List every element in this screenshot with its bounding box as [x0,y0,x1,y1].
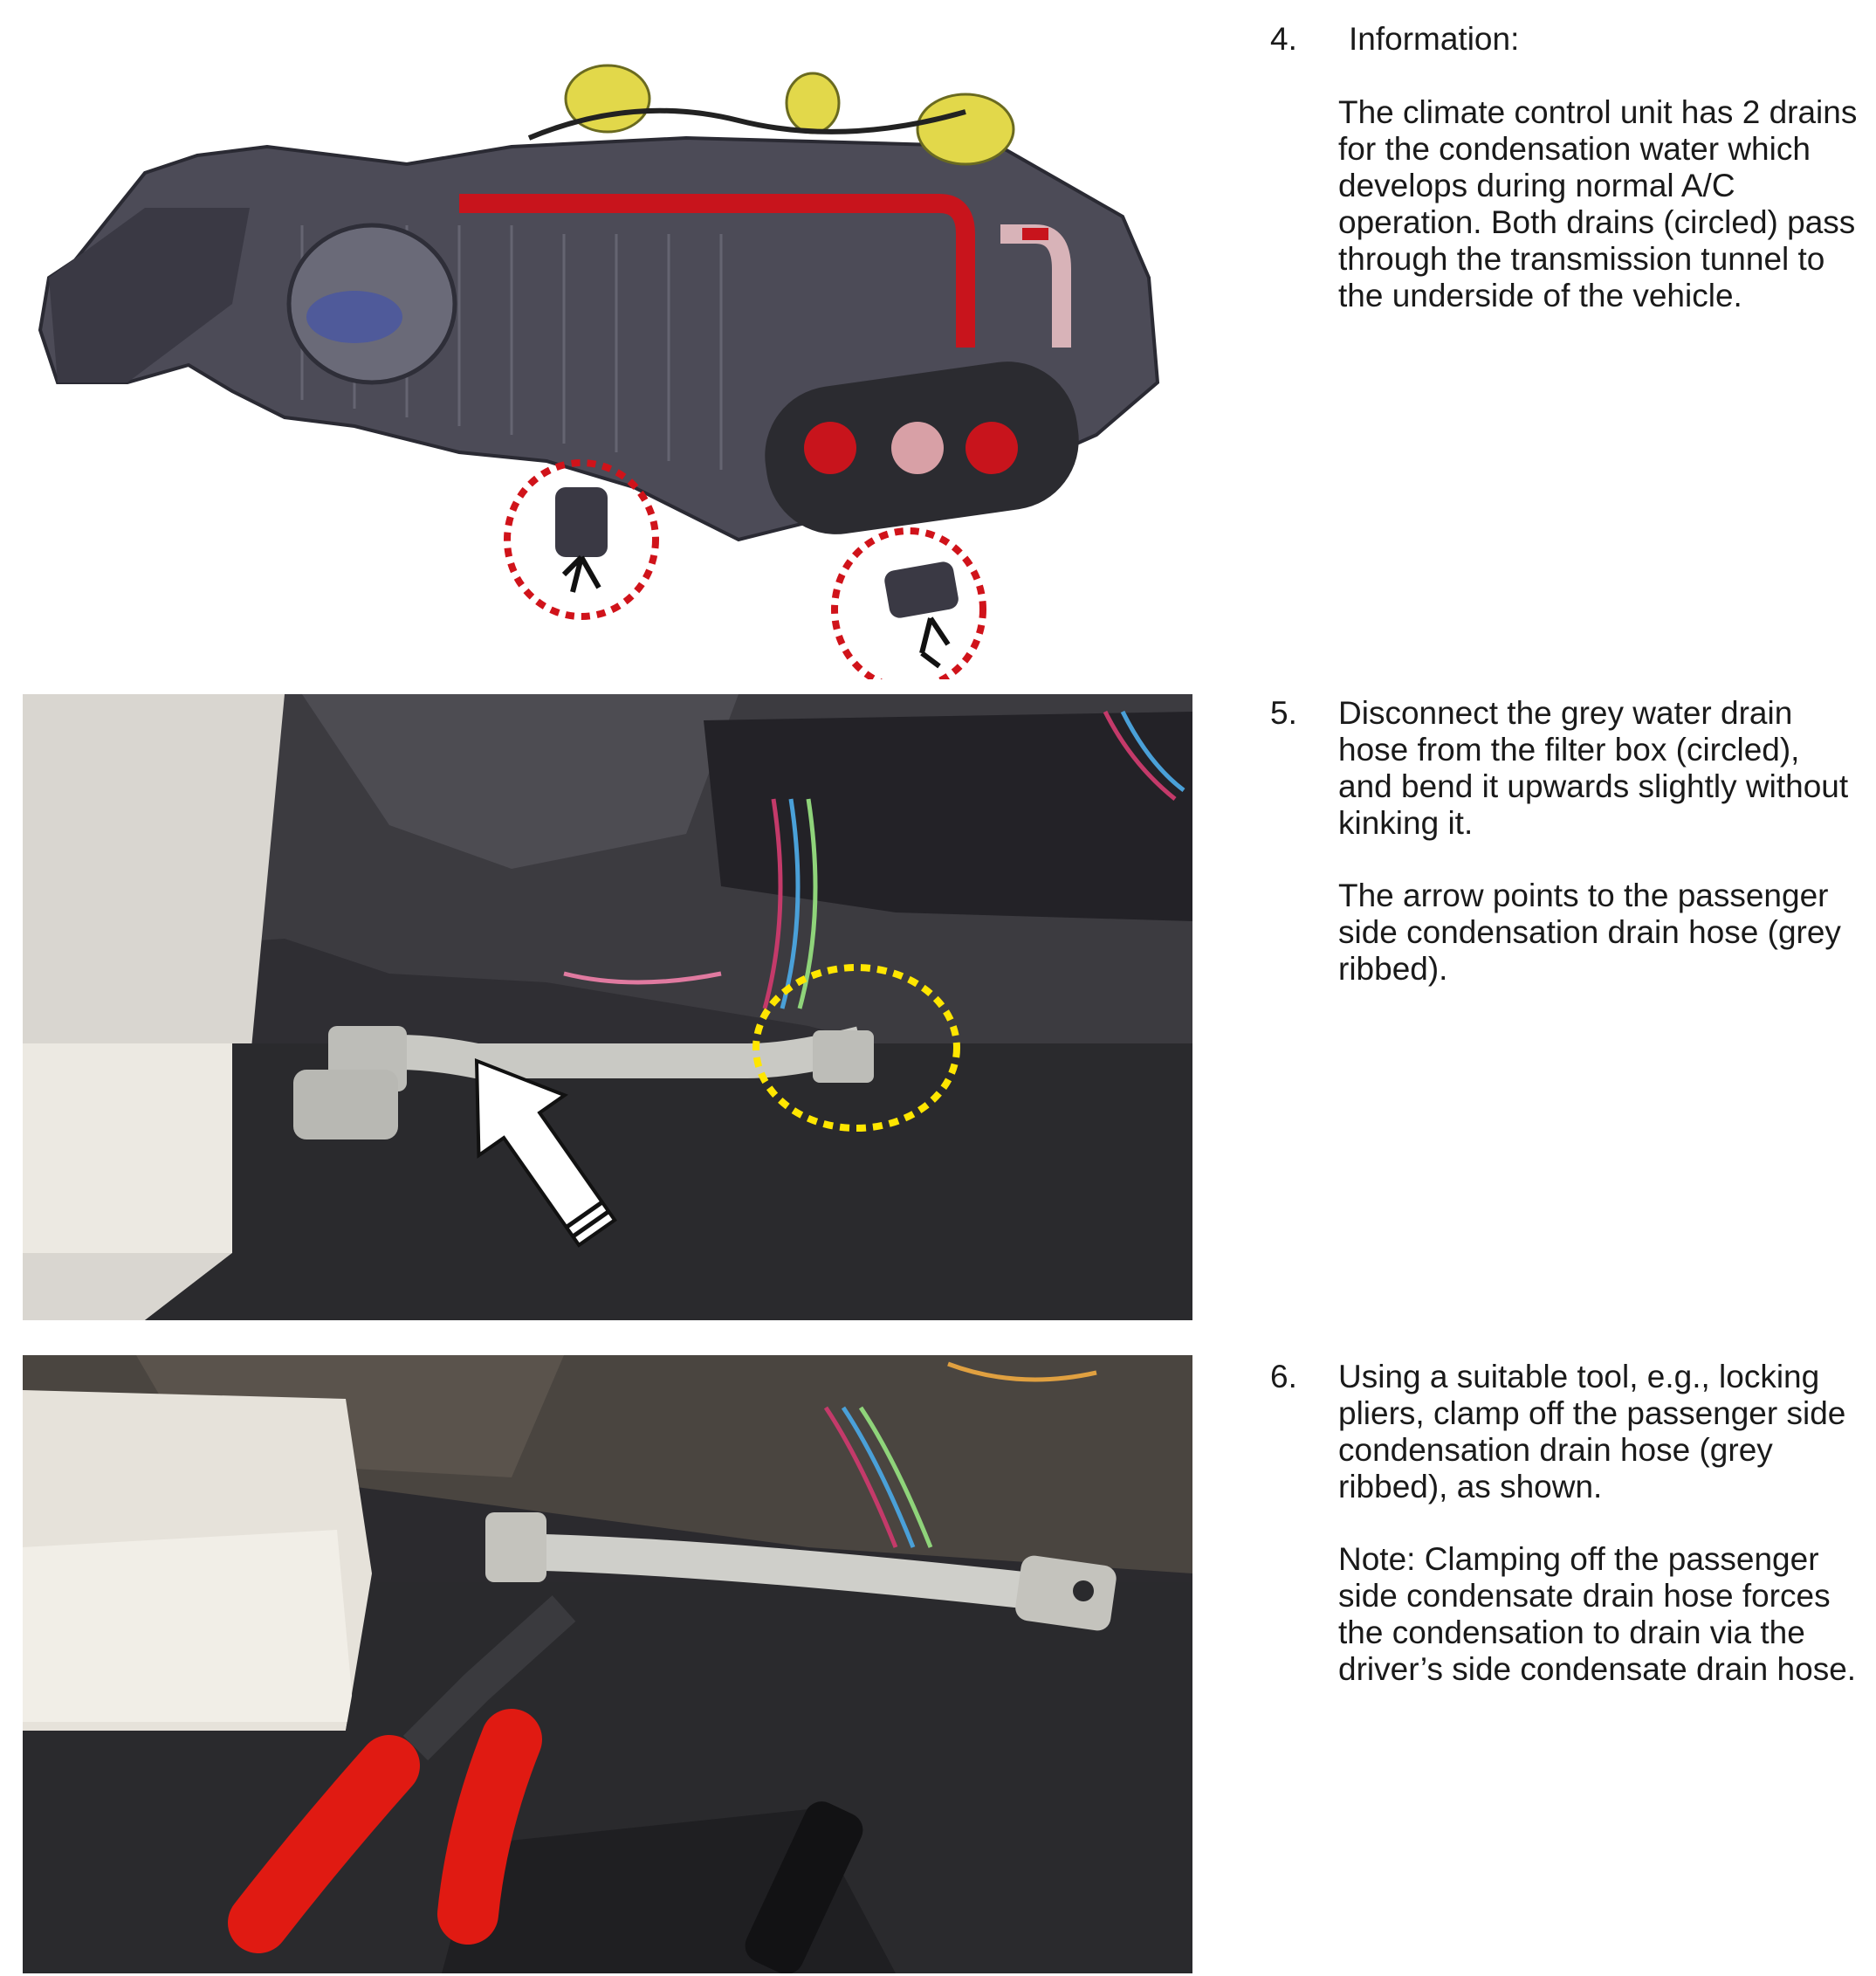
step-body [1338,94,1862,350]
locking-pliers-photo [23,1355,1192,1973]
step-paragraph: Using a suitable tool, e.g., locking pliers, clamp off the passenger side condensation drain hose (grey ribbed), as shown. [1338,1359,1846,1504]
step-paragraph: Disconnect the grey water drain hose from the filter box (circled), and bend it upwards slightly without kinking it. [1338,695,1849,841]
step-body [1338,695,1862,1023]
step-number: 4. [1270,21,1297,57]
step-body [1338,1359,1862,1724]
step-heading: Information: [1349,21,1520,57]
step-number: 6. [1270,1359,1297,1394]
step-paragraph: The climate control unit has 2 drains for the condensation water which develops during normal A/C operation. Both drains (circled) pass through the transmission tunnel to the underside of the vehicle. [1338,94,1858,313]
step-paragraph: The arrow points to the passenger side condensation drain hose (grey ribbed). [1338,878,1841,987]
step-paragraph: Note: Clamping off the passenger side condensate drain hose forces the condensation to drain via the driver’s side condensate drain hose. [1338,1541,1857,1687]
climate-control-unit-image [23,16,1192,679]
drain-hose-photo [23,694,1192,1320]
step-number: 5. [1270,695,1297,731]
